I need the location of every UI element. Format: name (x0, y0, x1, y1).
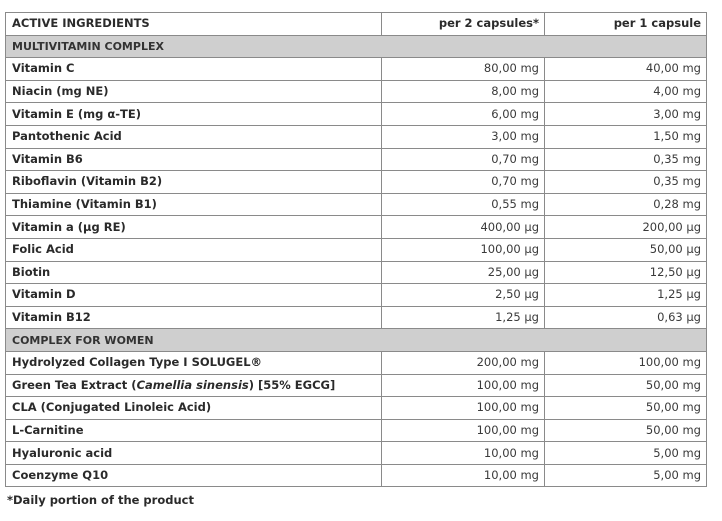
amount-per-2: 100,00 mg (382, 419, 545, 442)
section-row-multivitamin (6, 35, 707, 58)
amount-per-1: 0,35 mg (545, 148, 707, 171)
ingredient-name: Vitamin B12 (6, 306, 382, 329)
footnote: *Daily portion of the product (7, 493, 194, 508)
table-row (6, 397, 707, 420)
amount-per-2: 8,00 mg (382, 80, 545, 103)
amount-per-1: 40,00 mg (545, 58, 707, 81)
amount-per-1: 3,00 mg (545, 103, 707, 126)
amount-per-1: 50,00 mg (545, 419, 707, 442)
amount-per-1: 0,35 mg (545, 171, 707, 194)
table-row (6, 464, 707, 487)
amount-per-1: 200,00 µg (545, 216, 707, 239)
table-row (6, 103, 707, 126)
amount-per-2: 100,00 µg (382, 238, 545, 261)
ingredient-name: Hyaluronic acid (6, 442, 382, 465)
ingredient-name: Vitamin E (mg α-TE) (6, 103, 382, 126)
amount-per-2: 1,25 µg (382, 306, 545, 329)
table-row (6, 125, 707, 148)
amount-per-1: 5,00 mg (545, 464, 707, 487)
ingredient-name: Niacin (mg NE) (6, 80, 382, 103)
ingredient-name (6, 374, 382, 397)
amount-per-1: 5,00 mg (545, 442, 707, 465)
table-row (6, 419, 707, 442)
table-row (6, 442, 707, 465)
amount-per-1: 50,00 mg (545, 374, 707, 397)
amount-per-1: 4,00 mg (545, 80, 707, 103)
amount-per-1: 100,00 mg (545, 351, 707, 374)
amount-per-2: 0,70 mg (382, 148, 545, 171)
amount-per-2: 10,00 mg (382, 464, 545, 487)
amount-per-1: 50,00 µg (545, 238, 707, 261)
ingredient-name: Pantothenic Acid (6, 125, 382, 148)
section-title: MULTIVITAMIN COMPLEX (6, 35, 707, 58)
amount-per-2: 10,00 mg (382, 442, 545, 465)
section-row-women (6, 329, 707, 352)
amount-per-2: 400,00 µg (382, 216, 545, 239)
amount-per-1: 12,50 µg (545, 261, 707, 284)
amount-per-2: 80,00 mg (382, 58, 545, 81)
amount-per-1: 1,25 µg (545, 284, 707, 307)
ingredient-name-part: Green Tea Extract ( (12, 377, 137, 392)
ingredients-table-container (5, 12, 706, 507)
amount-per-2: 3,00 mg (382, 125, 545, 148)
header-per-2-capsules: per 2 capsules* (382, 13, 545, 36)
header-per-1-capsule: per 1 capsule (545, 13, 707, 36)
amount-per-1: 0,28 mg (545, 193, 707, 216)
amount-per-2: 6,00 mg (382, 103, 545, 126)
table-row (6, 284, 707, 307)
ingredient-name: Biotin (6, 261, 382, 284)
table-row (6, 351, 707, 374)
ingredient-name: Coenzyme Q10 (6, 464, 382, 487)
ingredient-name-latin: Camellia sinensis (136, 377, 249, 392)
amount-per-2: 2,50 µg (382, 284, 545, 307)
amount-per-1: 50,00 mg (545, 397, 707, 420)
ingredient-name: Vitamin C (6, 58, 382, 81)
ingredient-name: Riboflavin (Vitamin B2) (6, 171, 382, 194)
amount-per-2: 0,70 mg (382, 171, 545, 194)
ingredient-name: L-Carnitine (6, 419, 382, 442)
table-row (6, 306, 707, 329)
table-row (6, 148, 707, 171)
ingredient-name: Thiamine (Vitamin B1) (6, 193, 382, 216)
table-row (6, 58, 707, 81)
ingredient-name-part: ) [55% EGCG] (248, 377, 336, 392)
amount-per-1: 0,63 µg (545, 306, 707, 329)
table-row (6, 238, 707, 261)
ingredients-table (5, 12, 707, 487)
table-row (6, 171, 707, 194)
amount-per-2: 200,00 mg (382, 351, 545, 374)
section-title: COMPLEX FOR WOMEN (6, 329, 707, 352)
amount-per-1: 1,50 mg (545, 125, 707, 148)
amount-per-2: 100,00 mg (382, 397, 545, 420)
ingredient-name: Vitamin B6 (6, 148, 382, 171)
ingredient-name: CLA (Conjugated Linoleic Acid) (6, 397, 382, 420)
table-row (6, 193, 707, 216)
table-row (6, 80, 707, 103)
table-header-row (6, 13, 707, 36)
header-active-ingredients: ACTIVE INGREDIENTS (6, 13, 382, 36)
ingredient-name: Hydrolyzed Collagen Type I SOLUGEL® (6, 351, 382, 374)
amount-per-2: 100,00 mg (382, 374, 545, 397)
table-row (6, 261, 707, 284)
table-row (6, 374, 707, 397)
ingredient-name: Vitamin D (6, 284, 382, 307)
ingredient-name: Vitamin a (µg RE) (6, 216, 382, 239)
ingredient-name: Folic Acid (6, 238, 382, 261)
table-row (6, 216, 707, 239)
amount-per-2: 0,55 mg (382, 193, 545, 216)
amount-per-2: 25,00 µg (382, 261, 545, 284)
